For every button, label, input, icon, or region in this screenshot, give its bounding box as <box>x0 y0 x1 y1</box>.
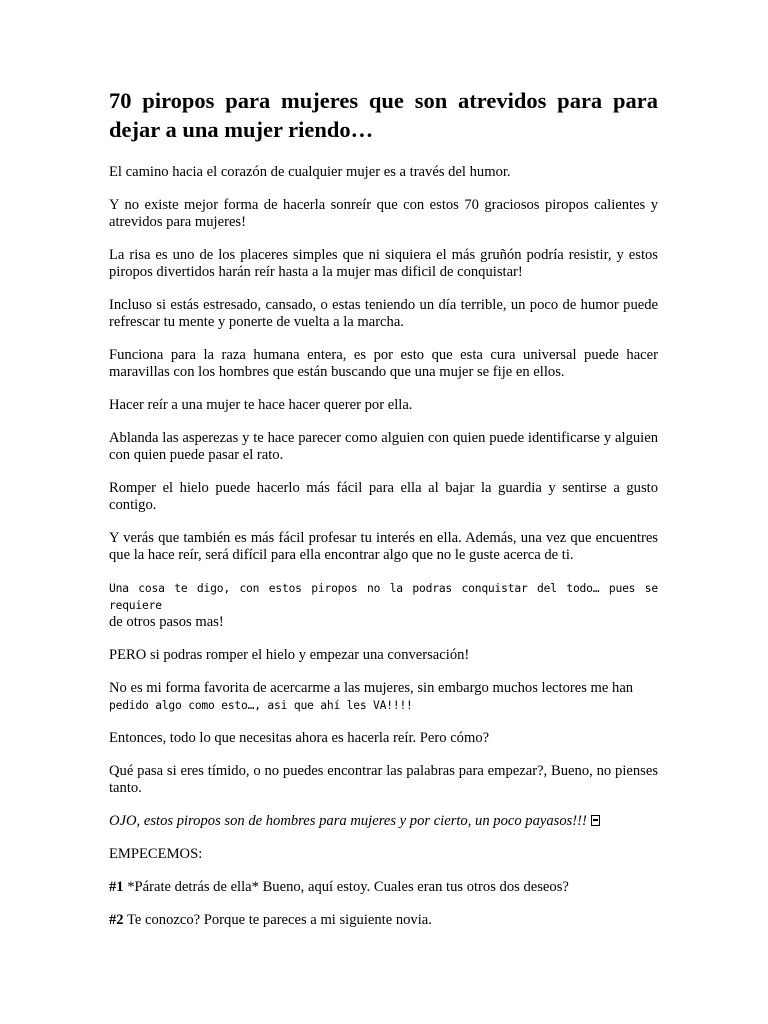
paragraph-1: El camino hacia el corazón de cualquier mujer es a través del humor. <box>109 164 511 180</box>
paragraph-14: Qué pasa si eres tímido, o no puedes encontrar las palabras para empezar?, Bueno, no pienses tanto. <box>109 763 658 796</box>
paragraph-5: Funciona para la raza humana entera, es por esto que esta cura universal puede hacer maravillas con los hombres que están buscando que una mujer se fije en ellos. <box>109 347 658 380</box>
list-item <box>109 912 658 929</box>
list-item <box>109 879 658 896</box>
document-page <box>109 86 658 945</box>
paragraph-15 <box>109 813 658 830</box>
paragraph-12 <box>109 680 658 714</box>
paragraph-12-line-1: No es mi forma favorita de acercarme a las mujeres, sin embargo muchos lectores me han <box>109 680 634 696</box>
paragraph-10-line-2: de otros pasos mas! <box>109 614 224 630</box>
paragraph-15-text: OJO, estos piropos son de hombres para mujeres y por cierto, un poco payasos!!! <box>109 813 587 829</box>
paragraph-13: Entonces, todo lo que necesitas ahora es hacerla reír. Pero cómo? <box>109 730 490 746</box>
paragraph-4: Incluso si estás estresado, cansado, o estas teniendo un día terrible, un poco de humor puede refrescar tu mente y ponerte de vuelta a la marcha. <box>109 297 658 330</box>
list-item-number: #2 <box>109 912 124 928</box>
paragraph-12-line-2: pedido algo como esto…, asi que ahí les VA!!!! <box>109 699 413 712</box>
list-item-text: *Párate detrás de ella* Bueno, aquí estoy. Cuales eran tus otros dos deseos? <box>123 879 569 895</box>
paragraph-7: Ablanda las asperezas y te hace parecer como alguien con quien puede identificarse y alguien con quien puede pasar el rato. <box>109 430 658 463</box>
list-item-number: #1 <box>109 879 124 895</box>
paragraph-8: Romper el hielo puede hacerlo más fácil para ella al bajar la guardia y sentirse a gusto contigo. <box>109 480 658 513</box>
paragraph-9: Y verás que también es más fácil profesar tu interés en ella. Además, una vez que encuentres que la hace reír, será difícil para ella encontrar algo que no le guste acerca de ti. <box>109 530 658 563</box>
paragraph-2: Y no existe mejor forma de hacerla sonreír que con estos 70 graciosos piropos calientes y atrevidos para mujeres! <box>109 197 658 230</box>
paragraph-3: La risa es uno de los placeres simples que ni siquiera el más gruñón podría resistir, y estos piropos divertidos harán reír hasta a la mujer mas dificil de conquistar! <box>109 247 658 280</box>
paragraph-10 <box>109 580 658 631</box>
paragraph-10-line-1: Una cosa te digo, con estos piropos no la podras conquistar del todo… pues se requiere <box>109 582 658 612</box>
list-item-text: Te conozco? Porque te pareces a mi siguiente novia. <box>123 912 432 928</box>
paragraph-6: Hacer reír a una mujer te hace hacer querer por ella. <box>109 397 413 413</box>
paragraph-16: EMPECEMOS: <box>109 846 203 862</box>
paragraph-11: PERO si podras romper el hielo y empezar una conversación! <box>109 647 470 663</box>
document-title: 70 piropos para mujeres que son atrevidos para para dejar a una mujer riendo… <box>109 88 658 142</box>
emoji-placeholder-icon <box>591 815 600 826</box>
